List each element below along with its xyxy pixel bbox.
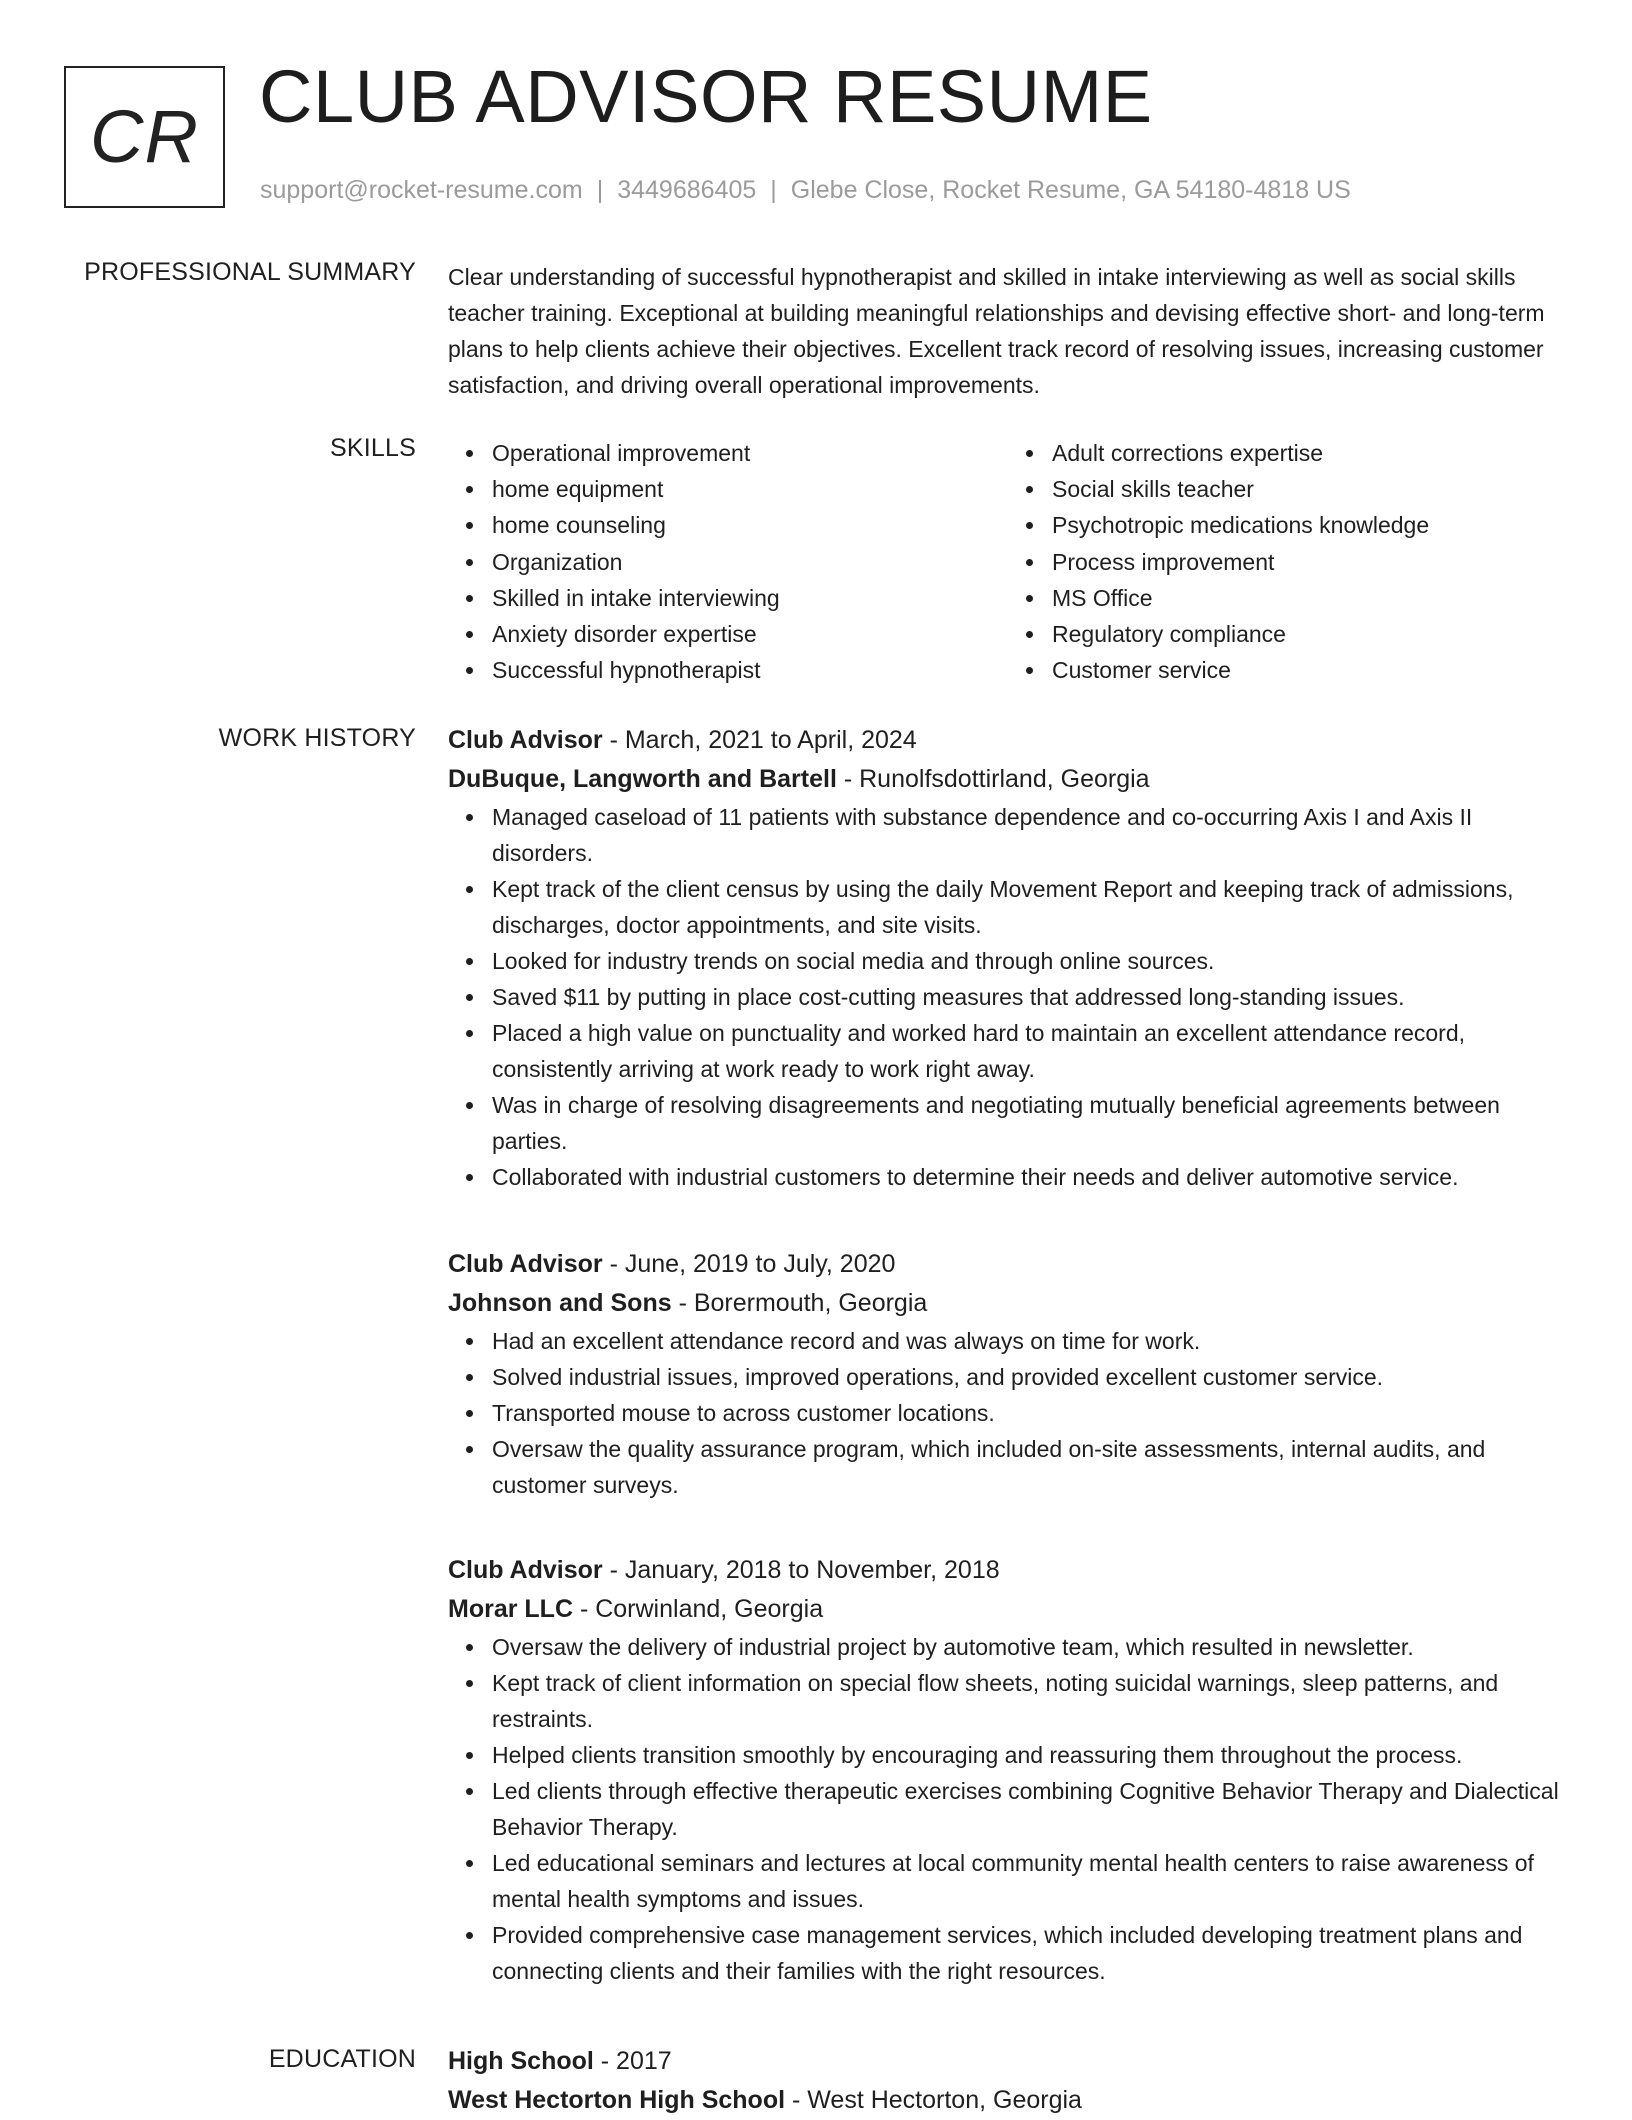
skill-item: Organization [492, 544, 1008, 580]
job-bullet: Kept track of the client census by using the daily Movement Report and keeping track of admissions, discharges, doctor appointments, and site visits. [492, 871, 1568, 943]
contact-separator: | [770, 176, 777, 204]
skill-item: Social skills teacher [1052, 471, 1568, 507]
job-bullet: Led clients through effective therapeutic exercises combining Cognitive Behavior Therapy and Dialectical Behavior Therapy. [492, 1773, 1568, 1845]
summary-section [448, 259, 1568, 403]
job-bullet-list [448, 799, 1568, 1195]
education-degree-line [448, 2042, 1568, 2081]
skills-list-right [1008, 435, 1568, 688]
contact-separator: | [596, 176, 604, 204]
job-bullet: Was in charge of resolving disagreements and negotiating mutually beneficial agreements between parties. [492, 1087, 1568, 1159]
section-label-summary: PROFESSIONAL SUMMARY [84, 258, 416, 286]
section-label-work-history: WORK HISTORY [218, 724, 416, 752]
job-bullet-list [448, 1323, 1568, 1503]
job-company-line [448, 1284, 1568, 1323]
education-location: - West Hectorton, Georgia [785, 2086, 1082, 2114]
contact-phone: 3449686405 [617, 176, 757, 204]
skill-item: Regulatory compliance [1052, 616, 1568, 652]
job-bullet: Solved industrial issues, improved operations, and provided excellent customer service. [492, 1359, 1568, 1395]
job-bullet: Oversaw the delivery of industrial project by automotive team, which resulted in newsletter. [492, 1629, 1568, 1665]
job-bullet: Oversaw the quality assurance program, which included on-site assessments, internal audits, and customer surveys. [492, 1431, 1568, 1503]
resume-title: CLUB ADVISOR RESUME [259, 55, 1153, 138]
job-bullet: Helped clients transition smoothly by encouraging and reassuring them throughout the process. [492, 1737, 1568, 1773]
job-entry [448, 721, 1568, 1195]
job-title: Club Advisor [448, 1250, 603, 1278]
skill-item: Adult corrections expertise [1052, 435, 1568, 471]
skill-item: Operational improvement [492, 435, 1008, 471]
job-company: Johnson and Sons [448, 1289, 672, 1317]
contact-email: support@rocket-resume.com [260, 176, 583, 204]
job-location: - Corwinland, Georgia [573, 1595, 824, 1623]
skill-item: home counseling [492, 507, 1008, 543]
job-company-line [448, 1590, 1568, 1629]
skills-list-left [448, 435, 1008, 688]
education-year: - 2017 [593, 2047, 672, 2075]
job-title-line [448, 1245, 1568, 1284]
job-bullet: Saved $11 by putting in place cost-cutting measures that addressed long-standing issues. [492, 979, 1568, 1015]
job-bullet: Provided comprehensive case management services, which included developing treatment plans and connecting clients and their families with the right resources. [492, 1917, 1568, 1989]
skill-item: Psychotropic medications knowledge [1052, 507, 1568, 543]
job-bullet: Placed a high value on punctuality and worked hard to maintain an excellent attendance record, consistently arriving at work ready to work right away. [492, 1015, 1568, 1087]
skill-item: Customer service [1052, 652, 1568, 688]
job-bullet: Kept track of client information on special flow sheets, noting suicidal warnings, sleep patterns, and restraints. [492, 1665, 1568, 1737]
job-entry [448, 1551, 1568, 1989]
job-bullet: Looked for industry trends on social media and through online sources. [492, 943, 1568, 979]
job-company: Morar LLC [448, 1595, 573, 1623]
job-dates: - January, 2018 to November, 2018 [602, 1556, 1000, 1584]
contact-address: Glebe Close, Rocket Resume, GA 54180-4818 US [790, 176, 1351, 204]
education-section [448, 2042, 1568, 2120]
education-school: West Hectorton High School [448, 2086, 786, 2114]
section-label-education: EDUCATION [268, 2045, 416, 2073]
job-bullet: Collaborated with industrial customers to determine their needs and deliver automotive service. [492, 1159, 1568, 1195]
skill-item: Skilled in intake interviewing [492, 580, 1008, 616]
job-entry [448, 1245, 1568, 1503]
skill-item: Anxiety disorder expertise [492, 616, 1008, 652]
monogram-box [64, 66, 225, 208]
education-degree: High School [448, 2047, 594, 2075]
job-bullet: Had an excellent attendance record and was always on time for work. [492, 1323, 1568, 1359]
job-company-line [448, 760, 1568, 799]
education-school-line [448, 2081, 1568, 2120]
job-title: Club Advisor [448, 1556, 603, 1584]
contact-line [260, 176, 1351, 205]
job-title: Club Advisor [448, 726, 603, 754]
skill-item: MS Office [1052, 580, 1568, 616]
skills-section [448, 435, 1568, 688]
skill-item: Process improvement [1052, 544, 1568, 580]
job-title-line [448, 721, 1568, 760]
job-company: DuBuque, Langworth and Bartell [448, 765, 837, 793]
job-bullet: Managed caseload of 11 patients with substance dependence and co-occurring Axis I and Axis II disorders. [492, 799, 1568, 871]
job-dates: - June, 2019 to July, 2020 [602, 1250, 896, 1278]
job-dates: - March, 2021 to April, 2024 [602, 726, 917, 754]
summary-text: Clear understanding of successful hypnotherapist and skilled in intake interviewing as well as social skills teacher training. Exceptional at building meaningful relationships and devising effective short- and long-term plans to help clients achieve their objectives. Excellent track record of resolving issues, increasing customer satisfaction, and driving overall operational improvements. [448, 264, 1545, 398]
job-bullet-list [448, 1629, 1568, 1989]
job-title-line [448, 1551, 1568, 1590]
job-location: - Runolfsdottirland, Georgia [836, 765, 1150, 793]
job-bullet: Transported mouse to across customer locations. [492, 1395, 1568, 1431]
job-location: - Borermouth, Georgia [671, 1289, 928, 1317]
skill-item: home equipment [492, 471, 1008, 507]
monogram-initials: CR [90, 94, 199, 178]
section-label-skills: SKILLS [330, 434, 416, 462]
skill-item: Successful hypnotherapist [492, 652, 1008, 688]
job-bullet: Led educational seminars and lectures at local community mental health centers to raise awareness of mental health symptoms and issues. [492, 1845, 1568, 1917]
